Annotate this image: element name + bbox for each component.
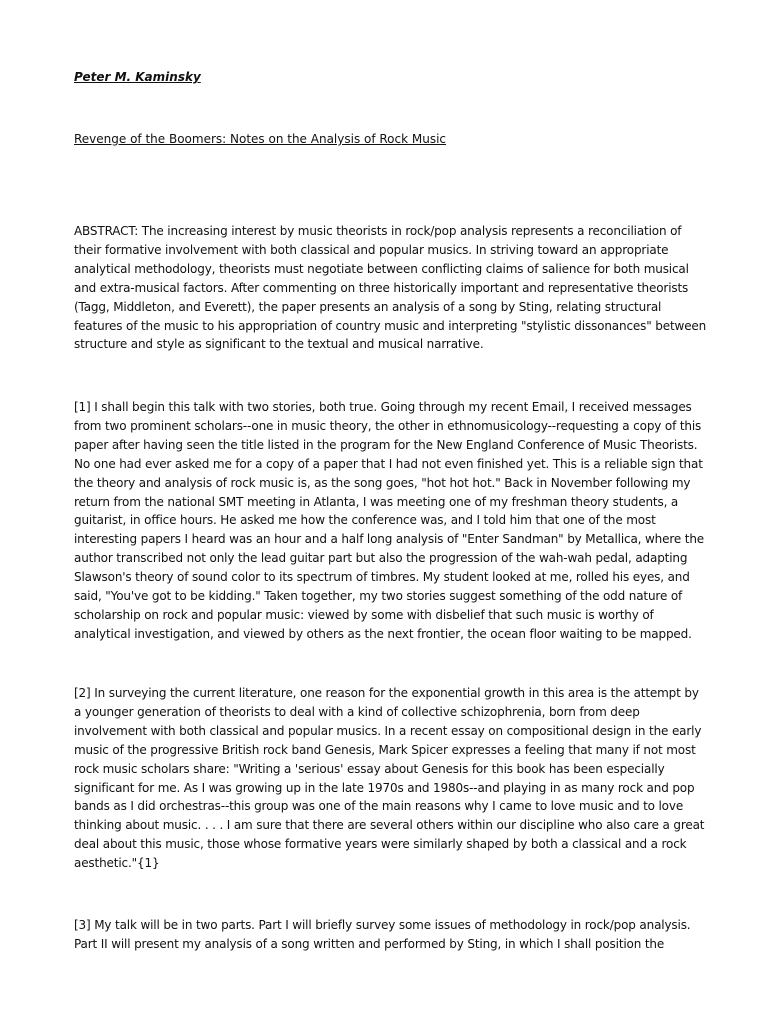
text-line: return from the national SMT meeting in Atlanta, I was meeting one of my freshman theory students, a <box>74 494 679 509</box>
text-line: analytical investigation, and viewed by others as the next frontier, the ocean floor waiting to be mapped. <box>74 626 692 641</box>
text-line: (Tagg, Middleton, and Everett), the paper presents an analysis of a song by Sting, relating structural <box>74 299 662 314</box>
text-line: interesting papers I heard was an hour and a half long analysis of "Enter Sandman" by Metallica, where the <box>74 532 705 547</box>
text-line: features of the music to his appropriation of country music and interpreting "stylistic dissonances" between <box>74 318 707 333</box>
author-name: Peter M. Kaminsky <box>74 70 201 84</box>
text-line: the theory and analysis of rock music is, as the song goes, "hot hot hot." Back in November following my <box>74 475 691 490</box>
text-line: No one had ever asked me for a copy of a paper that I had not even finished yet. This is a reliable sign that <box>74 456 703 471</box>
text-line: structure and style as significant to the textual and musical narrative. <box>74 337 484 352</box>
text-line: from two prominent scholars--one in music theory, the other in ethnomusicology--requesting a copy of this <box>74 418 702 433</box>
paragraph-2 <box>74 684 705 873</box>
text-line: and extra-musical factors. After commenting on three historically important and representative theorists <box>74 280 689 295</box>
abstract-paragraph <box>74 222 707 354</box>
text-line: significant for me. As I was growing up in the late 1970s and 1980s--and playing in as many rock and pop <box>74 780 695 795</box>
text-line: Part II will present my analysis of a song written and performed by Sting, in which I shall position the <box>74 936 665 951</box>
text-line: their formative involvement with both classical and popular musics. In striving toward an appropriate <box>74 242 669 257</box>
text-line: [1] I shall begin this talk with two stories, both true. Going through my recent Email, I received messages <box>74 400 692 414</box>
text-line: aesthetic."{1} <box>74 856 160 871</box>
text-line: deal about this music, those whose formative years were similarly shaped by both a classical and a rock <box>74 837 687 852</box>
text-line: scholarship on rock and popular music: viewed by some with disbelief that such music is worthy of <box>74 607 654 622</box>
text-line: involvement with both classical and popular musics. In a recent essay on compositional design in the early <box>74 723 702 738</box>
text-line: thinking about music. . . . I am sure that there are several others within our discipline who also care a great <box>74 818 705 833</box>
text-line: ABSTRACT: The increasing interest by music theorists in rock/pop analysis represents a reconciliation of <box>74 224 682 238</box>
text-line: Slawson's theory of sound color to its spectrum of timbres. My student looked at me, rolled his eyes, and <box>74 570 690 585</box>
paragraph-1 <box>74 398 705 644</box>
text-line: said, "You've got to be kidding." Taken together, my two stories suggest something of the odd nature of <box>74 589 683 604</box>
paragraph-3 <box>74 916 698 954</box>
text-line: a younger generation of theorists to deal with a kind of collective schizophrenia, born from deep <box>74 704 640 719</box>
text-line: analytical methodology, theorists must negotiate between conflicting claims of salience for both musical <box>74 261 689 276</box>
text-line: rock music scholars share: "Writing a 'serious' essay about Genesis for this book has been especially <box>74 761 665 776</box>
text-line: [3] My talk will be in two parts. Part I will briefly survey some issues of methodology in rock/pop analysis. <box>74 918 691 932</box>
text-line: [2] In surveying the current literature, one reason for the exponential growth in this area is the attempt by <box>74 686 699 700</box>
text-line: bands as I did orchestras--this group was one of the main reasons why I came to love music and to love <box>74 799 684 814</box>
text-line: guitarist, in office hours. He asked me how the conference was, and I told him that one of the most <box>74 513 656 528</box>
text-line: music of the progressive British rock band Genesis, Mark Spicer expresses a feeling that many if not most <box>74 742 696 757</box>
text-line: paper after having seen the title listed in the program for the New England Conference of Music Theorists. <box>74 437 698 452</box>
text-line: author transcribed not only the lead guitar part but also the progression of the wah-wah pedal, adapting <box>74 551 688 566</box>
paper-title: Revenge of the Boomers: Notes on the Analysis of Rock Music <box>74 132 447 146</box>
